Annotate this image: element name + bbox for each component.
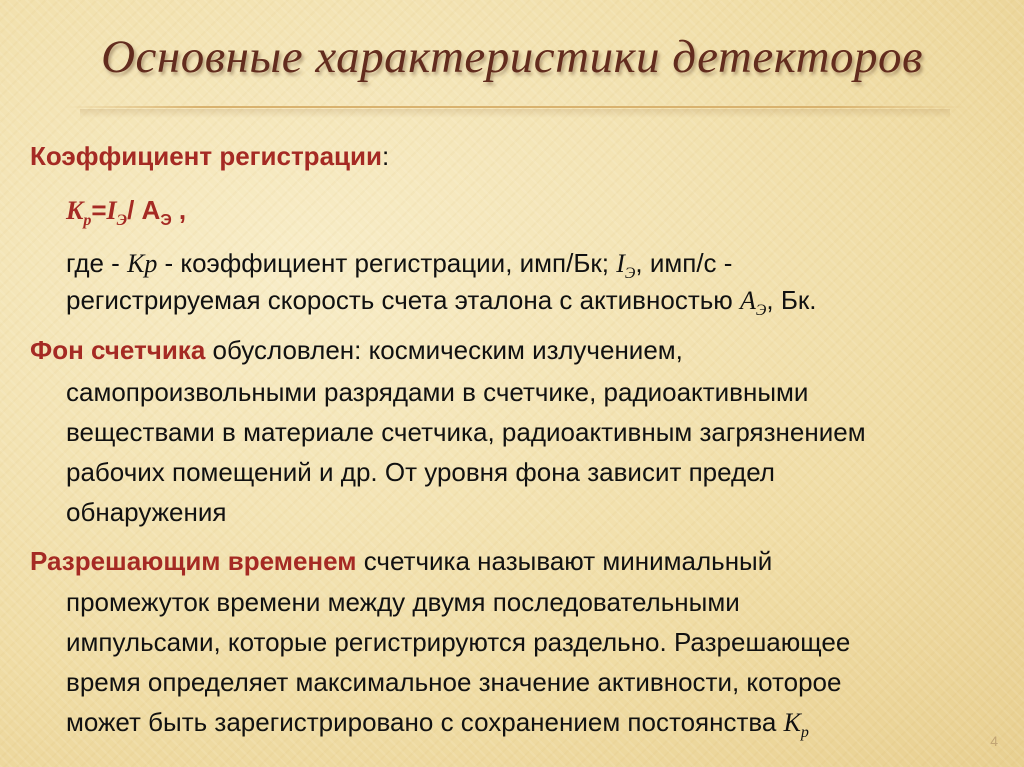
resolving-time-para-line-2: промежуток времени между двумя последовательными <box>66 587 740 617</box>
text-fragment: обусловлен: космическим излучением, <box>205 335 683 365</box>
background-para-line-2: самопроизвольными разрядами в счетчике, радиоактивными <box>66 377 809 407</box>
kp-symbol: К <box>783 708 801 737</box>
page-number: 4 <box>990 733 998 749</box>
ae-subscript: Э <box>755 302 767 320</box>
formula-i-sub: Э <box>116 212 128 230</box>
kp-subscript: р <box>800 724 809 742</box>
formula-k: K <box>66 196 84 225</box>
formula <box>66 192 186 239</box>
heading-colon: : <box>381 141 390 171</box>
kp-symbol: Кр <box>127 249 158 278</box>
term-counter-background: Фон счетчика <box>30 335 206 365</box>
resolving-time-para-line-5 <box>66 704 809 751</box>
ae-symbol: А <box>740 286 756 315</box>
formula-i: I <box>106 196 117 225</box>
formula-equals: = <box>91 195 107 225</box>
text-fragment: регистрируемая скорость счета эталона с активностью <box>66 285 740 315</box>
text-fragment: может быть зарегистрировано с сохранением постоянства <box>66 707 784 737</box>
term-registration-coefficient: Коэффициент регистрации <box>30 141 382 171</box>
formula-slash-a: / А <box>127 195 161 225</box>
text-fragment: , Бк. <box>766 285 817 315</box>
text-fragment: , имп/с - <box>635 248 733 278</box>
background-para-line-5: обнаружения <box>66 497 227 527</box>
title-divider <box>66 106 966 108</box>
text-fragment: - коэффициент регистрации, имп/Бк; <box>157 248 617 278</box>
term-resolving-time: Разрешающим временем <box>30 546 357 576</box>
ie-symbol: I <box>616 249 625 278</box>
text-fragment: где - <box>66 248 128 278</box>
formula-a-sub: Э <box>160 212 172 230</box>
formula-tail: , <box>171 195 187 225</box>
text-fragment: счетчика называют минимальный <box>356 546 773 576</box>
definition-line-2 <box>66 282 816 329</box>
slide-title: Основные характеристики детекторов <box>101 31 923 83</box>
title-divider-shadow <box>80 109 950 118</box>
ie-subscript: Э <box>624 265 636 283</box>
background-para-line-3: веществами в материале счетчика, радиоактивным загрязнением <box>66 417 866 447</box>
background-para-line-4: рабочих помещений и др. От уровня фона зависит предел <box>66 457 775 487</box>
background-para-line-1 <box>30 332 683 369</box>
resolving-time-para-line-1 <box>30 543 772 580</box>
resolving-time-para-line-4: время определяет максимальное значение активности, которое <box>66 667 842 697</box>
registration-coefficient-heading <box>30 138 389 175</box>
resolving-time-para-line-3: импульсами, которые регистрируются раздельно. Разрешающее <box>66 627 851 657</box>
formula-k-sub: р <box>83 212 92 230</box>
